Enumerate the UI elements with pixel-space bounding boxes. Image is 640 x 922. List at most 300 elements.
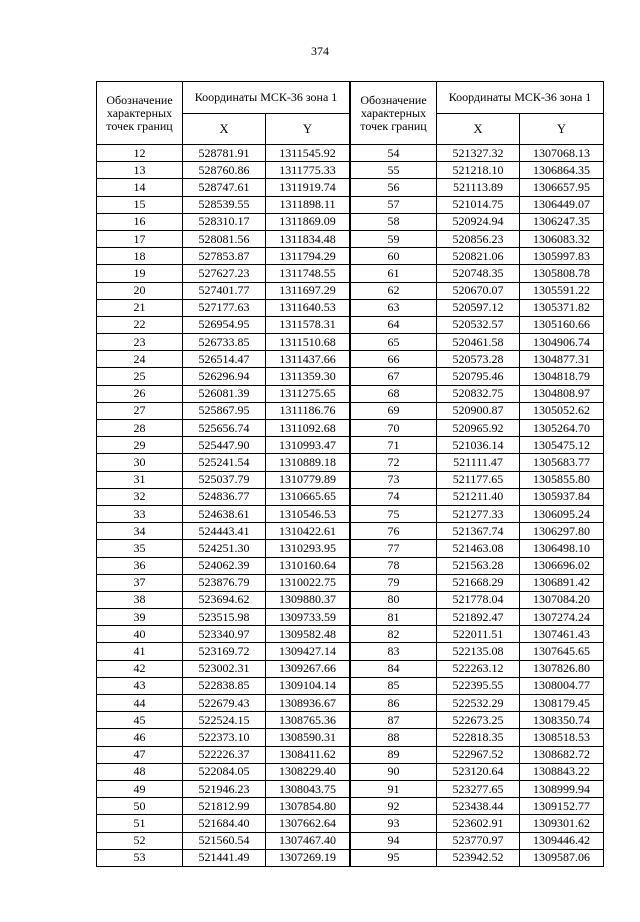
x-coordinate-cell: 524062.39 (183, 557, 266, 574)
y-coordinate-cell: 1305937.84 (520, 488, 604, 505)
y-coordinate-cell: 1307467.40 (266, 832, 350, 849)
x-coordinate-cell: 523120.64 (437, 763, 520, 780)
table-row (351, 746, 604, 763)
point-number-cell: 90 (351, 763, 437, 780)
x-coordinate-cell: 520573.28 (437, 351, 520, 368)
y-coordinate-cell: 1306657.95 (520, 179, 604, 196)
table-row (97, 780, 350, 797)
table-body-right (351, 145, 604, 867)
table-row (97, 420, 350, 437)
y-coordinate-cell: 1310993.47 (266, 437, 350, 454)
x-coordinate-cell: 522967.52 (437, 746, 520, 763)
x-coordinate-cell: 521277.33 (437, 505, 520, 522)
y-coordinate-cell: 1311919.74 (266, 179, 350, 196)
y-coordinate-cell: 1308043.75 (266, 780, 350, 797)
y-coordinate-cell: 1310665.65 (266, 488, 350, 505)
x-coordinate-cell: 522395.55 (437, 677, 520, 694)
table-row (351, 213, 604, 230)
x-coordinate-cell: 520597.12 (437, 299, 520, 316)
table-row (351, 609, 604, 626)
x-coordinate-cell: 522838.85 (183, 677, 266, 694)
y-coordinate-cell: 1304808.97 (520, 385, 604, 402)
y-coordinate-cell: 1310160.64 (266, 557, 350, 574)
x-coordinate-cell: 523002.31 (183, 660, 266, 677)
point-number-cell: 48 (97, 763, 183, 780)
table-row (351, 471, 604, 488)
y-coordinate-cell: 1311775.33 (266, 162, 350, 179)
x-coordinate-cell: 523876.79 (183, 574, 266, 591)
x-coordinate-cell: 524251.30 (183, 540, 266, 557)
point-number-cell: 89 (351, 746, 437, 763)
table-row (351, 815, 604, 832)
table-row (97, 574, 350, 591)
coordinates-tables (96, 81, 604, 867)
y-column-header: Y (520, 114, 604, 145)
y-coordinate-cell: 1308843.22 (520, 763, 604, 780)
y-coordinate-cell: 1306864.35 (520, 162, 604, 179)
x-coordinate-cell: 522673.25 (437, 712, 520, 729)
y-coordinate-cell: 1306891.42 (520, 574, 604, 591)
table-row (351, 712, 604, 729)
table-row (351, 454, 604, 471)
x-coordinate-cell: 523602.91 (437, 815, 520, 832)
table-row (97, 248, 350, 265)
point-number-cell: 81 (351, 609, 437, 626)
y-coordinate-cell: 1309446.42 (520, 832, 604, 849)
y-coordinate-cell: 1305591.22 (520, 282, 604, 299)
table-row (97, 385, 350, 402)
y-coordinate-cell: 1311545.92 (266, 145, 350, 162)
y-coordinate-cell: 1311437.66 (266, 351, 350, 368)
table-row (351, 351, 604, 368)
x-coordinate-cell: 528781.91 (183, 145, 266, 162)
table-row (351, 677, 604, 694)
table-row (97, 230, 350, 247)
x-coordinate-cell: 520924.94 (437, 213, 520, 230)
x-coordinate-cell: 520821.06 (437, 248, 520, 265)
point-number-cell: 24 (97, 351, 183, 368)
point-number-cell: 74 (351, 488, 437, 505)
table-row (97, 763, 350, 780)
y-coordinate-cell: 1309104.14 (266, 677, 350, 694)
table-row (97, 540, 350, 557)
y-coordinate-cell: 1311359.30 (266, 368, 350, 385)
x-coordinate-cell: 527853.87 (183, 248, 266, 265)
y-coordinate-cell: 1311697.29 (266, 282, 350, 299)
table-row (351, 660, 604, 677)
table-row (351, 780, 604, 797)
point-number-cell: 84 (351, 660, 437, 677)
point-column-header: Обозначение характерных точек границ (351, 82, 437, 145)
y-coordinate-cell: 1311186.76 (266, 402, 350, 419)
y-coordinate-cell: 1305052.62 (520, 402, 604, 419)
point-number-cell: 55 (351, 162, 437, 179)
y-coordinate-cell: 1304906.74 (520, 334, 604, 351)
point-number-cell: 45 (97, 712, 183, 729)
y-coordinate-cell: 1307645.65 (520, 643, 604, 660)
y-coordinate-cell: 1307826.80 (520, 660, 604, 677)
x-coordinate-cell: 525867.95 (183, 402, 266, 419)
y-coordinate-cell: 1306247.35 (520, 213, 604, 230)
x-coordinate-cell: 520965.92 (437, 420, 520, 437)
y-coordinate-cell: 1309880.37 (266, 591, 350, 608)
table-row (351, 248, 604, 265)
y-coordinate-cell: 1307068.13 (520, 145, 604, 162)
table-row (97, 454, 350, 471)
point-number-cell: 13 (97, 162, 183, 179)
y-coordinate-cell: 1311869.09 (266, 213, 350, 230)
table-row (97, 609, 350, 626)
y-coordinate-cell: 1308765.36 (266, 712, 350, 729)
y-coordinate-cell: 1306083.32 (520, 230, 604, 247)
point-number-cell: 58 (351, 213, 437, 230)
y-coordinate-cell: 1308411.62 (266, 746, 350, 763)
table-row (97, 196, 350, 213)
y-coordinate-cell: 1309582.48 (266, 626, 350, 643)
x-coordinate-cell: 521560.54 (183, 832, 266, 849)
y-coordinate-cell: 1305475.12 (520, 437, 604, 454)
table-row (351, 282, 604, 299)
x-coordinate-cell: 521367.74 (437, 523, 520, 540)
y-coordinate-cell: 1310889.18 (266, 454, 350, 471)
table-row (351, 488, 604, 505)
table-row (97, 557, 350, 574)
x-coordinate-cell: 520748.35 (437, 265, 520, 282)
x-coordinate-cell: 527401.77 (183, 282, 266, 299)
point-number-cell: 20 (97, 282, 183, 299)
point-number-cell: 88 (351, 729, 437, 746)
x-coordinate-cell: 520856.23 (437, 230, 520, 247)
x-coordinate-cell: 521177.65 (437, 471, 520, 488)
table-row (351, 643, 604, 660)
table-row (351, 591, 604, 608)
point-number-cell: 62 (351, 282, 437, 299)
point-number-cell: 42 (97, 660, 183, 677)
table-row (351, 402, 604, 419)
table-row (97, 282, 350, 299)
y-coordinate-cell: 1310422.61 (266, 523, 350, 540)
table-row (97, 471, 350, 488)
point-number-cell: 54 (351, 145, 437, 162)
point-number-cell: 37 (97, 574, 183, 591)
x-coordinate-cell: 523340.97 (183, 626, 266, 643)
x-coordinate-cell: 525447.90 (183, 437, 266, 454)
point-number-cell: 50 (97, 798, 183, 815)
x-coordinate-cell: 522226.37 (183, 746, 266, 763)
point-number-cell: 83 (351, 643, 437, 660)
point-number-cell: 92 (351, 798, 437, 815)
y-column-header: Y (266, 114, 350, 145)
table-row (97, 179, 350, 196)
point-number-cell: 80 (351, 591, 437, 608)
point-number-cell: 79 (351, 574, 437, 591)
point-number-cell: 93 (351, 815, 437, 832)
table-row (97, 162, 350, 179)
point-number-cell: 94 (351, 832, 437, 849)
y-coordinate-cell: 1306498.10 (520, 540, 604, 557)
table-row (97, 316, 350, 333)
y-coordinate-cell: 1307662.64 (266, 815, 350, 832)
x-coordinate-cell: 521211.40 (437, 488, 520, 505)
x-coordinate-cell: 521812.99 (183, 798, 266, 815)
x-coordinate-cell: 526296.94 (183, 368, 266, 385)
point-number-cell: 71 (351, 437, 437, 454)
point-number-cell: 40 (97, 626, 183, 643)
table-row (351, 230, 604, 247)
table-row (351, 574, 604, 591)
point-number-cell: 68 (351, 385, 437, 402)
table-row (97, 145, 350, 162)
point-number-cell: 52 (97, 832, 183, 849)
y-coordinate-cell: 1310022.75 (266, 574, 350, 591)
point-number-cell: 60 (351, 248, 437, 265)
point-number-cell: 47 (97, 746, 183, 763)
y-coordinate-cell: 1311092.68 (266, 420, 350, 437)
table-row (97, 798, 350, 815)
point-number-cell: 18 (97, 248, 183, 265)
point-number-cell: 77 (351, 540, 437, 557)
x-coordinate-cell: 521441.49 (183, 849, 266, 866)
table-row (97, 849, 350, 866)
point-number-cell: 36 (97, 557, 183, 574)
table-row (97, 591, 350, 608)
point-number-cell: 44 (97, 695, 183, 712)
point-number-cell: 27 (97, 402, 183, 419)
table-row (97, 695, 350, 712)
table-row (351, 179, 604, 196)
x-coordinate-cell: 528310.17 (183, 213, 266, 230)
table-row (97, 815, 350, 832)
table-row (351, 162, 604, 179)
point-number-cell: 59 (351, 230, 437, 247)
point-number-cell: 66 (351, 351, 437, 368)
point-column-header: Обозначение характерных точек границ (97, 82, 183, 145)
point-number-cell: 26 (97, 385, 183, 402)
table-row (351, 557, 604, 574)
x-coordinate-cell: 523515.98 (183, 609, 266, 626)
y-coordinate-cell: 1311640.53 (266, 299, 350, 316)
y-coordinate-cell: 1307461.43 (520, 626, 604, 643)
point-number-cell: 14 (97, 179, 183, 196)
table-row (351, 145, 604, 162)
x-coordinate-cell: 521218.10 (437, 162, 520, 179)
table-row (351, 763, 604, 780)
table-row (97, 505, 350, 522)
point-number-cell: 35 (97, 540, 183, 557)
point-number-cell: 15 (97, 196, 183, 213)
table-row (351, 626, 604, 643)
point-number-cell: 72 (351, 454, 437, 471)
point-number-cell: 82 (351, 626, 437, 643)
table-row (97, 729, 350, 746)
x-coordinate-cell: 522084.05 (183, 763, 266, 780)
y-coordinate-cell: 1308999.94 (520, 780, 604, 797)
point-number-cell: 86 (351, 695, 437, 712)
coord-system-header: Координаты МСК-36 зона 1 (437, 82, 604, 114)
table-row (351, 334, 604, 351)
page-number: 374 (311, 44, 329, 58)
x-coordinate-cell: 525656.74 (183, 420, 266, 437)
x-coordinate-cell: 521684.40 (183, 815, 266, 832)
y-coordinate-cell: 1305264.70 (520, 420, 604, 437)
y-coordinate-cell: 1305997.83 (520, 248, 604, 265)
point-number-cell: 70 (351, 420, 437, 437)
x-coordinate-cell: 525037.79 (183, 471, 266, 488)
x-coordinate-cell: 521113.89 (437, 179, 520, 196)
y-coordinate-cell: 1311748.55 (266, 265, 350, 282)
table-row (97, 368, 350, 385)
x-coordinate-cell: 523438.44 (437, 798, 520, 815)
x-coordinate-cell: 528081.56 (183, 230, 266, 247)
x-coordinate-cell: 523169.72 (183, 643, 266, 660)
y-coordinate-cell: 1308936.67 (266, 695, 350, 712)
y-coordinate-cell: 1308179.45 (520, 695, 604, 712)
x-coordinate-cell: 521778.04 (437, 591, 520, 608)
y-coordinate-cell: 1308229.40 (266, 763, 350, 780)
y-coordinate-cell: 1308350.74 (520, 712, 604, 729)
x-coordinate-cell: 524638.61 (183, 505, 266, 522)
table-row (351, 695, 604, 712)
x-coordinate-cell: 525241.54 (183, 454, 266, 471)
x-coordinate-cell: 521036.14 (437, 437, 520, 454)
point-number-cell: 95 (351, 849, 437, 866)
y-coordinate-cell: 1308682.72 (520, 746, 604, 763)
y-coordinate-cell: 1309152.77 (520, 798, 604, 815)
table-row (351, 540, 604, 557)
point-number-cell: 73 (351, 471, 437, 488)
y-coordinate-cell: 1307854.80 (266, 798, 350, 815)
x-coordinate-cell: 527627.23 (183, 265, 266, 282)
y-coordinate-cell: 1311275.65 (266, 385, 350, 402)
y-coordinate-cell: 1306297.80 (520, 523, 604, 540)
x-column-header: X (437, 114, 520, 145)
x-coordinate-cell: 522373.10 (183, 729, 266, 746)
y-coordinate-cell: 1308590.31 (266, 729, 350, 746)
y-coordinate-cell: 1305855.80 (520, 471, 604, 488)
table-row (351, 437, 604, 454)
point-number-cell: 19 (97, 265, 183, 282)
x-coordinate-cell: 521111.47 (437, 454, 520, 471)
table-row (97, 832, 350, 849)
point-number-cell: 29 (97, 437, 183, 454)
table-row (351, 505, 604, 522)
table-row (97, 712, 350, 729)
point-number-cell: 30 (97, 454, 183, 471)
y-coordinate-cell: 1306095.24 (520, 505, 604, 522)
x-coordinate-cell: 523942.52 (437, 849, 520, 866)
table-row (97, 334, 350, 351)
point-number-cell: 78 (351, 557, 437, 574)
point-number-cell: 43 (97, 677, 183, 694)
point-number-cell: 34 (97, 523, 183, 540)
x-coordinate-cell: 520832.75 (437, 385, 520, 402)
x-coordinate-cell: 520532.57 (437, 316, 520, 333)
table-body-left (97, 145, 350, 867)
y-coordinate-cell: 1310546.53 (266, 505, 350, 522)
x-coordinate-cell: 521946.23 (183, 780, 266, 797)
y-coordinate-cell: 1304877.31 (520, 351, 604, 368)
point-number-cell: 25 (97, 368, 183, 385)
x-coordinate-cell: 521563.28 (437, 557, 520, 574)
point-number-cell: 39 (97, 609, 183, 626)
x-coordinate-cell: 521668.29 (437, 574, 520, 591)
table-row (97, 265, 350, 282)
point-number-cell: 38 (97, 591, 183, 608)
y-coordinate-cell: 1311510.68 (266, 334, 350, 351)
y-coordinate-cell: 1309427.14 (266, 643, 350, 660)
point-number-cell: 57 (351, 196, 437, 213)
table-row (351, 523, 604, 540)
point-number-cell: 67 (351, 368, 437, 385)
table-row (351, 420, 604, 437)
y-coordinate-cell: 1310293.95 (266, 540, 350, 557)
y-coordinate-cell: 1305371.82 (520, 299, 604, 316)
point-number-cell: 51 (97, 815, 183, 832)
x-coordinate-cell: 521327.32 (437, 145, 520, 162)
table-row (351, 729, 604, 746)
table-row (351, 265, 604, 282)
x-coordinate-cell: 528747.61 (183, 179, 266, 196)
point-number-cell: 85 (351, 677, 437, 694)
table-row (97, 643, 350, 660)
coordinates-table-left (96, 81, 350, 867)
x-column-header: X (183, 114, 266, 145)
x-coordinate-cell: 527177.63 (183, 299, 266, 316)
point-number-cell: 21 (97, 299, 183, 316)
y-coordinate-cell: 1311794.29 (266, 248, 350, 265)
point-number-cell: 65 (351, 334, 437, 351)
point-number-cell: 46 (97, 729, 183, 746)
x-coordinate-cell: 523694.62 (183, 591, 266, 608)
y-coordinate-cell: 1304818.79 (520, 368, 604, 385)
x-coordinate-cell: 520670.07 (437, 282, 520, 299)
point-number-cell: 17 (97, 230, 183, 247)
table-row (97, 299, 350, 316)
x-coordinate-cell: 522524.15 (183, 712, 266, 729)
table-row (351, 849, 604, 866)
table-row (351, 385, 604, 402)
y-coordinate-cell: 1311834.48 (266, 230, 350, 247)
x-coordinate-cell: 521892.47 (437, 609, 520, 626)
table-row (97, 488, 350, 505)
y-coordinate-cell: 1311898.11 (266, 196, 350, 213)
x-coordinate-cell: 522011.51 (437, 626, 520, 643)
table-row (97, 677, 350, 694)
x-coordinate-cell: 520795.46 (437, 368, 520, 385)
x-coordinate-cell: 522818.35 (437, 729, 520, 746)
x-coordinate-cell: 522263.12 (437, 660, 520, 677)
point-number-cell: 56 (351, 179, 437, 196)
table-row (97, 523, 350, 540)
point-number-cell: 49 (97, 780, 183, 797)
y-coordinate-cell: 1308004.77 (520, 677, 604, 694)
y-coordinate-cell: 1308518.53 (520, 729, 604, 746)
table-row (97, 437, 350, 454)
x-coordinate-cell: 523770.97 (437, 832, 520, 849)
y-coordinate-cell: 1307084.20 (520, 591, 604, 608)
x-coordinate-cell: 522679.43 (183, 695, 266, 712)
point-number-cell: 63 (351, 299, 437, 316)
point-number-cell: 61 (351, 265, 437, 282)
y-coordinate-cell: 1309301.62 (520, 815, 604, 832)
point-number-cell: 41 (97, 643, 183, 660)
point-number-cell: 87 (351, 712, 437, 729)
table-row (351, 316, 604, 333)
point-number-cell: 33 (97, 505, 183, 522)
y-coordinate-cell: 1307269.19 (266, 849, 350, 866)
table-row (351, 299, 604, 316)
point-number-cell: 16 (97, 213, 183, 230)
